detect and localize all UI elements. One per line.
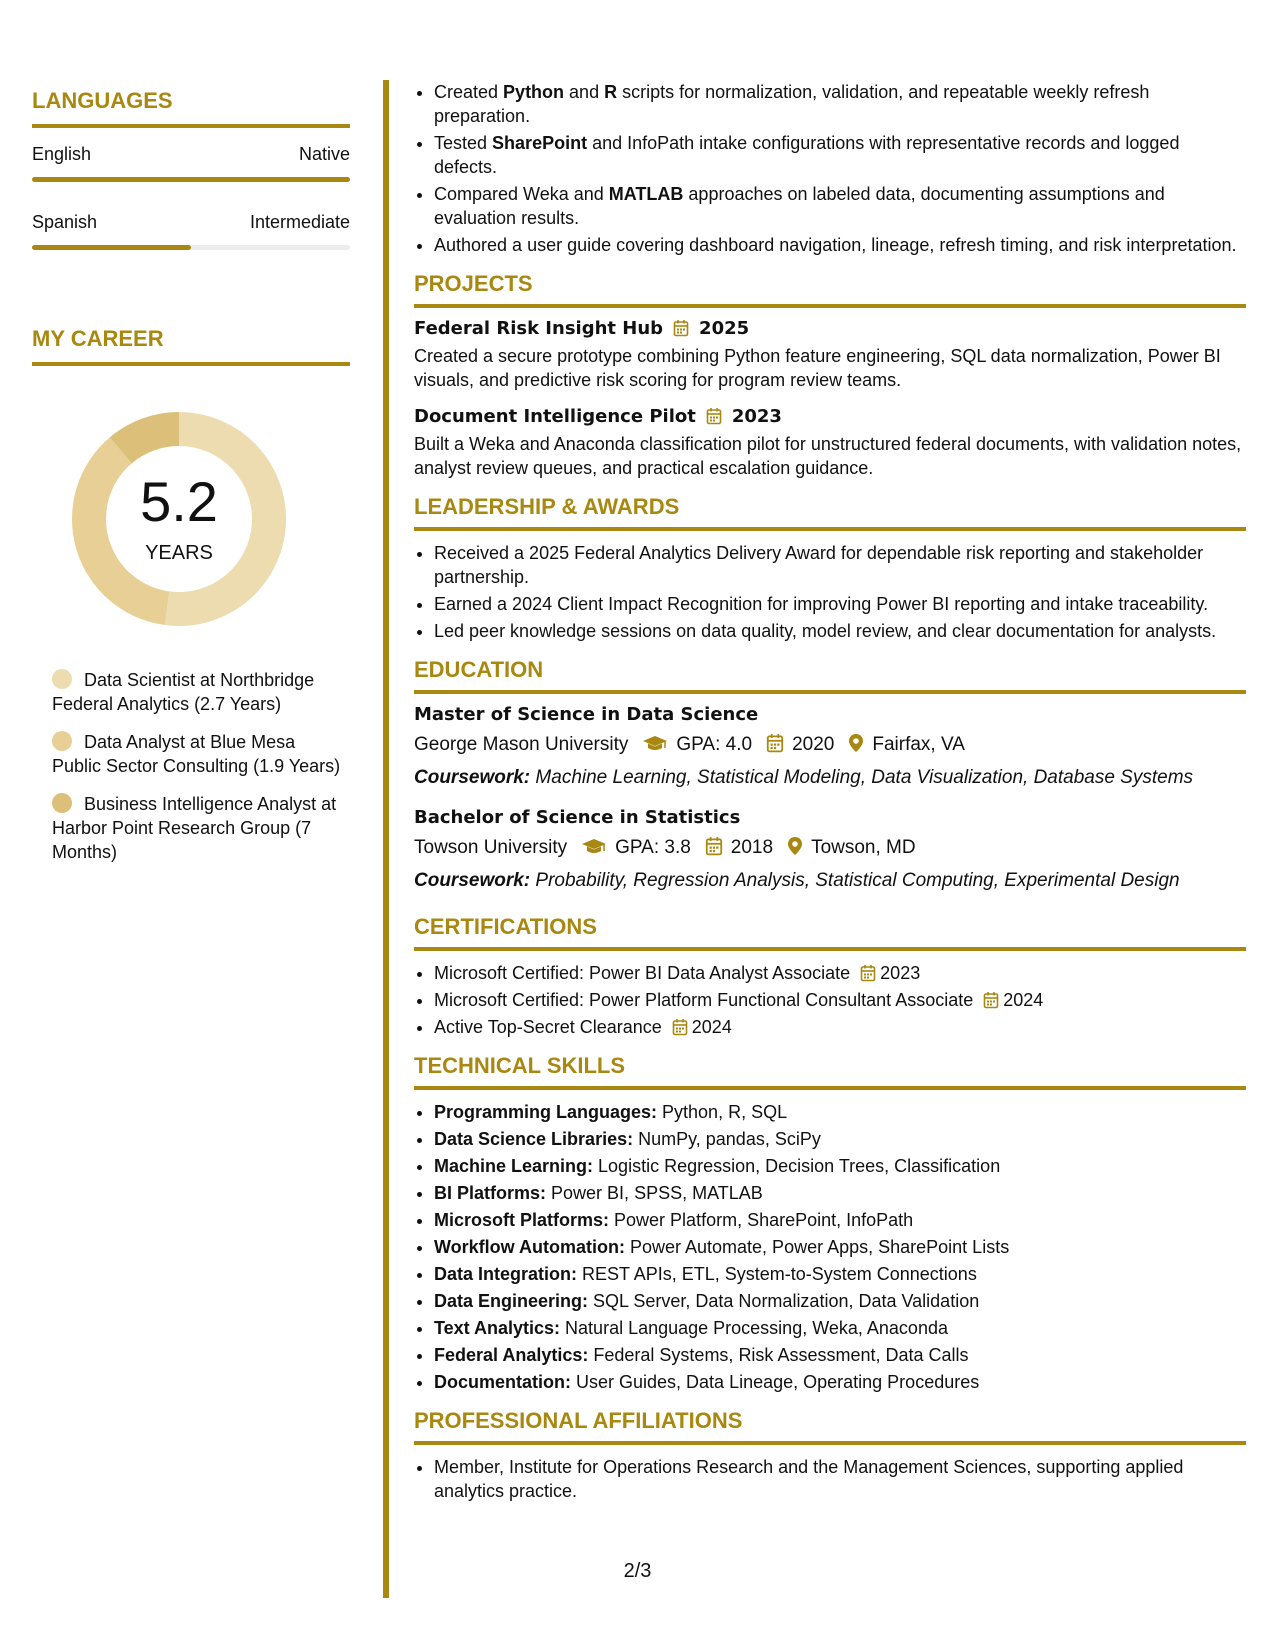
certification-year: 2024 bbox=[691, 1017, 732, 1037]
career-role-label: Data Scientist at Northbridge Federal Analytics (2.7 Years) bbox=[52, 670, 315, 714]
career-donut-chart bbox=[64, 404, 294, 634]
skills-section bbox=[414, 1055, 1246, 1394]
languages-heading: LANGUAGES bbox=[32, 88, 173, 113]
skill-values: Federal Systems, Risk Assessment, Data Calls bbox=[588, 1345, 969, 1365]
education-location: Fairfax, VA bbox=[872, 734, 965, 755]
map-pin-icon bbox=[848, 733, 864, 759]
career-heading: MY CAREER bbox=[32, 326, 164, 351]
skills-rule bbox=[414, 1086, 1246, 1090]
skill-category: Data Science Libraries: bbox=[434, 1129, 634, 1149]
skill-values: User Guides, Data Lineage, Operating Procedures bbox=[571, 1372, 980, 1392]
degree-title: Bachelor of Science in Statistics bbox=[414, 807, 741, 828]
graduation-cap-icon bbox=[581, 838, 607, 862]
certification-year: 2024 bbox=[1003, 990, 1044, 1010]
skill-item bbox=[434, 1235, 1246, 1259]
skill-values: Power Platform, SharePoint, InfoPath bbox=[609, 1210, 914, 1230]
coursework bbox=[414, 870, 1246, 892]
skill-item bbox=[434, 1343, 1246, 1367]
coursework-label: Coursework: bbox=[414, 767, 531, 788]
calendar-icon bbox=[672, 1018, 688, 1036]
list-item: • Received a 2025 Federal Analytics Delivery Award for dependable risk reporting and stakeholder partnership. bbox=[434, 541, 1246, 589]
project-title: Federal Risk Insight Hub bbox=[414, 318, 664, 339]
skill-item bbox=[434, 1154, 1246, 1178]
calendar-icon bbox=[705, 836, 723, 862]
language-bar-fill bbox=[32, 177, 350, 182]
skill-item bbox=[434, 1127, 1246, 1151]
career-section bbox=[32, 328, 350, 864]
list-item: • Led peer knowledge sessions on data quality, model review, and clear documentation for analysts. bbox=[434, 619, 1246, 643]
skill-item bbox=[434, 1262, 1246, 1286]
skill-values: Power Automate, Power Apps, SharePoint Lists bbox=[624, 1237, 1010, 1257]
languages-rule bbox=[32, 124, 350, 128]
skill-item bbox=[434, 1289, 1246, 1313]
affiliations-list bbox=[414, 1455, 1246, 1503]
coursework-list: Machine Learning, Statistical Modeling, Data Visualization, Database Systems bbox=[535, 767, 1194, 788]
career-legend-item bbox=[52, 792, 342, 864]
skill-category: BI Platforms: bbox=[434, 1183, 547, 1203]
affiliations-heading: PROFESSIONAL AFFILIATIONS bbox=[414, 1408, 743, 1433]
project-year: 2025 bbox=[699, 318, 750, 339]
skill-values: NumPy, pandas, SciPy bbox=[633, 1129, 821, 1149]
page-number: 2/3 bbox=[623, 1560, 652, 1582]
certification-year: 2023 bbox=[880, 963, 921, 983]
language-name: Spanish bbox=[32, 212, 98, 232]
career-total-unit: YEARS bbox=[145, 542, 213, 564]
skill-category: Data Integration: bbox=[434, 1264, 578, 1284]
skill-category: Text Analytics: bbox=[434, 1318, 561, 1338]
leadership-list bbox=[414, 541, 1246, 643]
calendar-icon bbox=[766, 733, 784, 759]
education-meta bbox=[414, 733, 1246, 759]
projects-heading: PROJECTS bbox=[414, 271, 533, 296]
sidebar bbox=[32, 90, 350, 878]
coursework-label: Coursework: bbox=[414, 870, 531, 891]
career-legend-item bbox=[52, 668, 342, 716]
certification-name: Active Top-Secret Clearance bbox=[434, 1017, 662, 1037]
list-item: • Member, Institute for Operations Research and the Management Sciences, supporting applied analytics practice. bbox=[434, 1455, 1246, 1503]
language-bar bbox=[32, 177, 350, 182]
list-item bbox=[434, 961, 1246, 985]
legend-dot-icon bbox=[52, 793, 72, 813]
education-rule bbox=[414, 690, 1246, 694]
list-item: • Compared Weka and MATLAB approaches on labeled data, documenting assumptions and evaluation results. bbox=[434, 182, 1246, 230]
certification-name: Microsoft Certified: Power Platform Functional Consultant Associate bbox=[434, 990, 974, 1010]
list-item: • Earned a 2024 Client Impact Recognition for improving Power BI reporting and intake traceability. bbox=[434, 592, 1246, 616]
leadership-rule bbox=[414, 527, 1246, 531]
education-year: 2018 bbox=[730, 837, 774, 858]
skill-values: SQL Server, Data Normalization, Data Validation bbox=[588, 1291, 980, 1311]
skill-category: Federal Analytics: bbox=[434, 1345, 589, 1365]
education-section bbox=[414, 659, 1246, 892]
project-description: Created a secure prototype combining Python feature engineering, SQL data normalization, Power BI visuals, and predictive risk scoring for program review teams. bbox=[414, 346, 1221, 390]
skills-list bbox=[414, 1100, 1246, 1394]
graduation-cap-icon bbox=[642, 735, 668, 759]
project-title: Document Intelligence Pilot bbox=[414, 406, 696, 427]
languages-section bbox=[32, 90, 350, 250]
calendar-icon bbox=[706, 407, 722, 425]
skill-values: Python, R, SQL bbox=[657, 1102, 788, 1122]
language-item bbox=[32, 212, 350, 233]
certifications-list bbox=[414, 961, 1246, 1039]
skill-category: Data Engineering: bbox=[434, 1291, 589, 1311]
language-level: Intermediate bbox=[249, 212, 350, 232]
language-name: English bbox=[32, 144, 92, 164]
experience-bullets bbox=[414, 80, 1246, 257]
education-heading: EDUCATION bbox=[414, 657, 544, 682]
education-location: Towson, MD bbox=[811, 837, 916, 858]
skill-category: Microsoft Platforms: bbox=[434, 1210, 610, 1230]
career-role-label: Data Analyst at Blue Mesa Public Sector Consulting (1.9 Years) bbox=[52, 732, 341, 776]
certifications-heading: CERTIFICATIONS bbox=[414, 914, 597, 939]
calendar-icon bbox=[983, 991, 999, 1009]
skill-item bbox=[434, 1316, 1246, 1340]
project-year: 2023 bbox=[731, 406, 782, 427]
certifications-rule bbox=[414, 947, 1246, 951]
skill-category: Documentation: bbox=[434, 1372, 571, 1392]
skill-item bbox=[434, 1370, 1246, 1394]
certification-name: Microsoft Certified: Power BI Data Analyst Associate bbox=[434, 963, 851, 983]
skill-category: Machine Learning: bbox=[434, 1156, 594, 1176]
leadership-section bbox=[414, 496, 1246, 643]
language-bar-fill bbox=[32, 245, 191, 250]
skill-values: Natural Language Processing, Weka, Anaconda bbox=[560, 1318, 948, 1338]
projects-section bbox=[414, 273, 1246, 480]
affiliations-section bbox=[414, 1410, 1246, 1503]
education-meta bbox=[414, 836, 1246, 862]
skills-heading: TECHNICAL SKILLS bbox=[414, 1053, 626, 1078]
school-name: Towson University bbox=[414, 837, 568, 858]
legend-dot-icon bbox=[52, 731, 72, 751]
language-level: Native bbox=[298, 144, 350, 164]
skill-item bbox=[434, 1181, 1246, 1205]
coursework-list: Probability, Regression Analysis, Statistical Computing, Experimental Design bbox=[535, 870, 1180, 891]
gpa: GPA: 3.8 bbox=[615, 837, 691, 858]
skill-category: Programming Languages: bbox=[434, 1102, 658, 1122]
career-total-years: 5.2 bbox=[140, 470, 218, 533]
career-legend-item bbox=[52, 730, 342, 778]
list-item: • Authored a user guide covering dashboard navigation, lineage, refresh timing, and risk interpretation. bbox=[434, 233, 1246, 257]
projects-rule bbox=[414, 304, 1246, 308]
degree-title: Master of Science in Data Science bbox=[414, 704, 759, 725]
leadership-heading: LEADERSHIP & AWARDS bbox=[414, 494, 680, 519]
language-item bbox=[32, 144, 350, 165]
skill-item bbox=[434, 1208, 1246, 1232]
career-rule bbox=[32, 362, 350, 366]
list-item bbox=[434, 1015, 1246, 1039]
project-description: Built a Weka and Anaconda classification pilot for unstructured federal documents, with validation notes, analyst review queues, and practical escalation guidance. bbox=[414, 434, 1242, 478]
skill-category: Workflow Automation: bbox=[434, 1237, 625, 1257]
main-content bbox=[414, 80, 1246, 1506]
map-pin-icon bbox=[787, 836, 803, 862]
calendar-icon bbox=[860, 964, 876, 982]
column-divider bbox=[383, 80, 389, 1598]
list-item bbox=[434, 988, 1246, 1012]
school-name: George Mason University bbox=[414, 734, 629, 755]
affiliations-rule bbox=[414, 1441, 1246, 1445]
project-title-row bbox=[414, 318, 1246, 339]
legend-dot-icon bbox=[52, 669, 72, 689]
language-bar bbox=[32, 245, 350, 250]
skill-values: Logistic Regression, Decision Trees, Classification bbox=[593, 1156, 1001, 1176]
calendar-icon bbox=[673, 319, 689, 337]
skill-values: Power BI, SPSS, MATLAB bbox=[546, 1183, 763, 1203]
skill-values: REST APIs, ETL, System-to-System Connections bbox=[577, 1264, 977, 1284]
education-year: 2020 bbox=[792, 734, 835, 755]
list-item: • Tested SharePoint and InfoPath intake configurations with representative records and logged defects. bbox=[434, 131, 1246, 179]
project-title-row bbox=[414, 406, 1246, 427]
skill-item bbox=[434, 1100, 1246, 1124]
career-role-label: Business Intelligence Analyst at Harbor Point Research Group (7 Months) bbox=[52, 794, 337, 862]
career-legend bbox=[52, 668, 342, 864]
gpa: GPA: 4.0 bbox=[676, 734, 753, 755]
coursework bbox=[414, 767, 1246, 789]
certifications-section bbox=[414, 916, 1246, 1039]
list-item: • Created Python and R scripts for normalization, validation, and repeatable weekly refresh preparation. bbox=[434, 80, 1246, 128]
